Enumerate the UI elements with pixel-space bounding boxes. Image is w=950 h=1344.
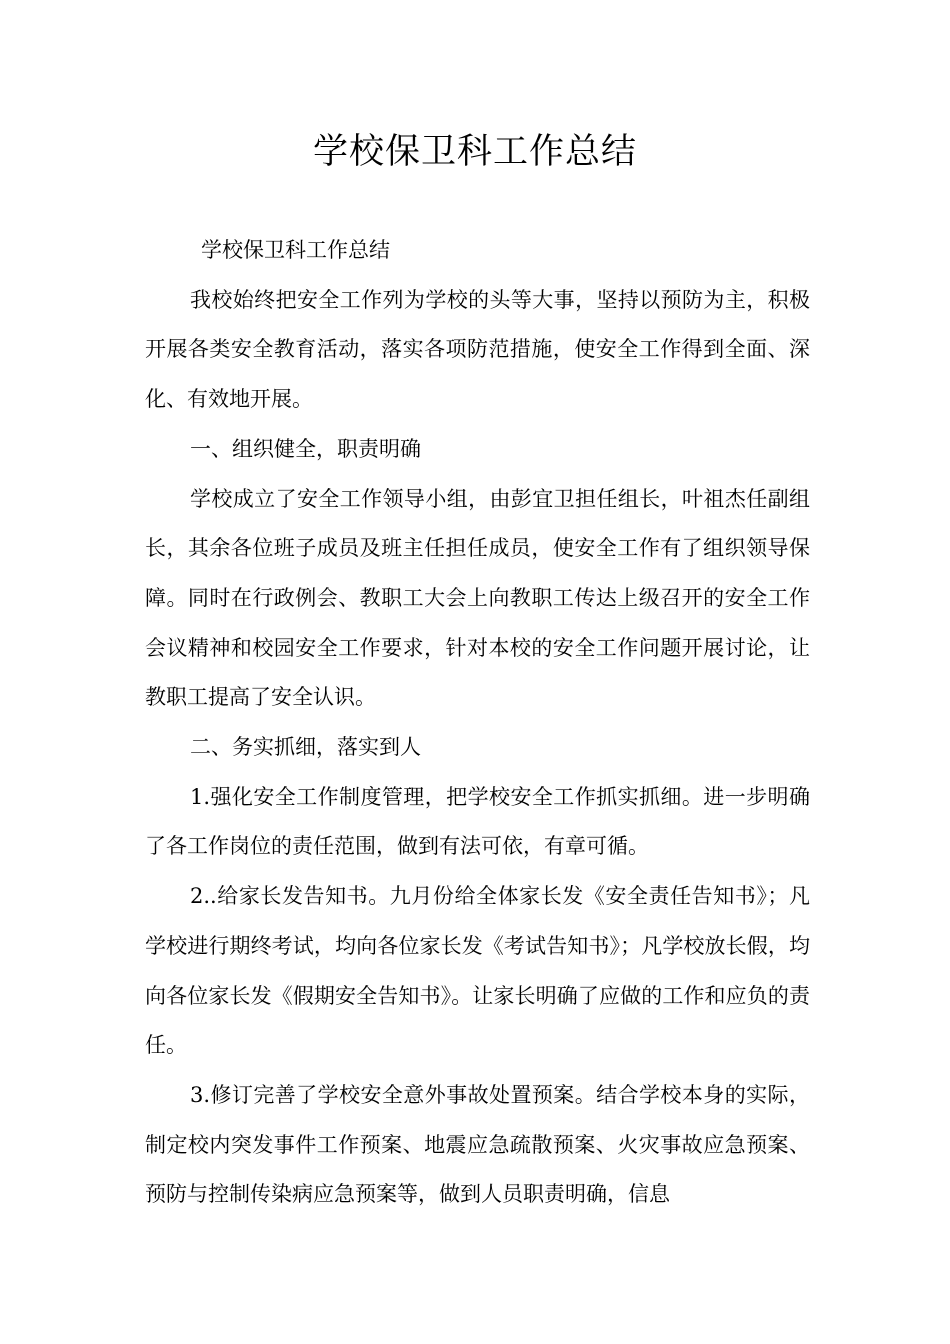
item-paragraph-1: 1.强化安全工作制度管理，把学校安全工作抓实抓细。进一步明确了各工作岗位的责任范围，做到有法可依，有章可循。	[145, 784, 810, 859]
document-title: 学校保卫科工作总结	[312, 132, 637, 172]
item-paragraph-2: 2..给家长发告知书。九月份给全体家长发《安全责任告知书》；凡学校进行期终考试，均向各位家长发《考试告知书》；凡学校放长假，均向各位家长发《假期安全告知书》。让家长明确了应做的工作和应负的责任。	[145, 884, 810, 1058]
section-heading-implementation: 二、务实抓细，落实到人	[190, 735, 421, 760]
subtitle-paragraph: 学校保卫科工作总结	[201, 238, 390, 262]
intro-paragraph: 我校始终把安全工作列为学校的头等大事，坚持以预防为主，积极开展各类安全教育活动，落实各项防范措施，使安全工作得到全面、深化、有效地开展。	[145, 287, 810, 412]
item-paragraph-3: 3.修订完善了学校安全意外事故处置预案。结合学校本身的实际，制定校内突发事件工作预案、地震应急疏散预案、火灾事故应急预案、预防与控制传染病应急预案等，做到人员职责明确，信息	[145, 1082, 810, 1207]
document-body	[145, 226, 810, 1220]
organization-paragraph: 学校成立了安全工作领导小组，由彭宜卫担任组长，叶祖杰任副组长，其余各位班子成员及班主任担任成员，使安全工作有了组织领导保障。同时在行政例会、教职工大会上向教职工传达上级召开的安全工作会议精神和校园安全工作要求，针对本校的安全工作问题开展讨论，让教职工提高了安全认识。	[145, 486, 810, 710]
section-heading-organization: 一、组织健全，职责明确	[190, 436, 421, 461]
